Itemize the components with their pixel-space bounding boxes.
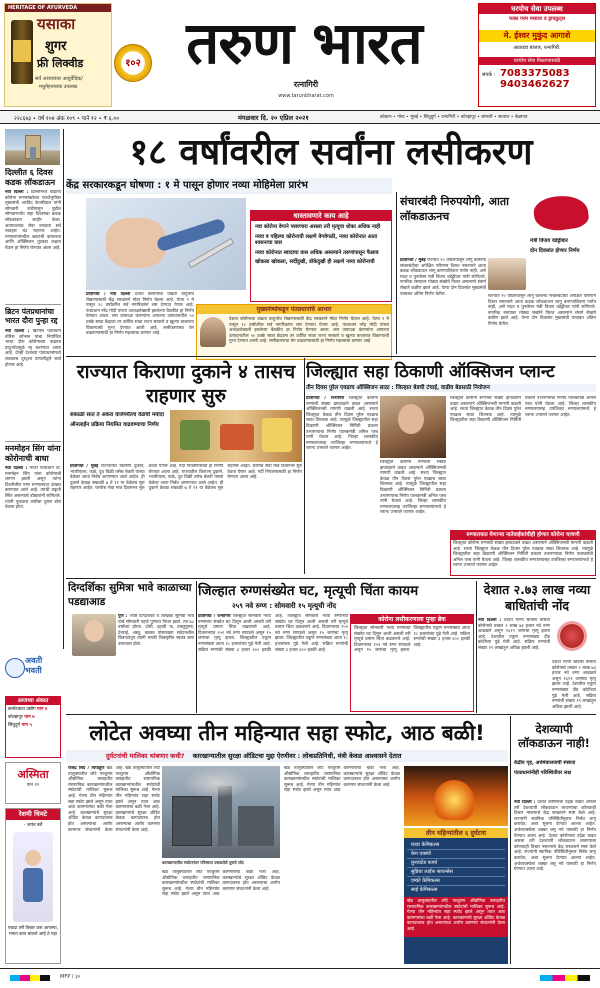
lote-text: खेड तालुक्यातील लोटे परशुराम औद्योगिक वसाहतीत रासायनिक कारखान्यांमधील स्फोटांची मालिका सुरूच आहे. गेल्या तीन महिन्यांत सहा स्फोट झाले असून त्यात आठ कामगारांचा बळी गेला आहे. कारखान्यांचे सुरक्षा ऑडिट केवळ कागदावरच होत असल्याचा आरोप कामगार संघटनांनी केला आहे. [68,766,124,833]
dateline-bar [0,110,600,124]
ad-service: घरपोच सेवा मिळण्यासाठी [479,57,595,65]
color-registration-right [540,975,590,981]
shops-body [70,464,302,576]
death-subhead: २५९ नवे रुग्ण : सोमवारी १५ मृत्यूची नोंद [232,602,337,610]
sumitra-headline: दिग्दर्शिका सुमित्रा भावे काळाच्या पडद्याआड [68,582,192,608]
sumitra-photo [72,614,116,656]
delhi-body [5,190,61,302]
concern-box-title: धास्तावणारे काय आहे [251,211,391,221]
lead-headline: १८ वर्षांवरील सर्वांना लसीकरण [129,132,533,173]
aajach-item-2[interactable] [8,715,58,721]
sumitra-text: ज्येष्ठ दिग्दर्शिका व लेखिका सुमित्रा भावे यांचे सोमवारी पहाटे पुण्यात निधन झाले. त्या ७८ वर्षांच्या होत्या. दोघी, दहावी फ, वास्तुपुरुष, देवराई, अस्तु, कासव यांसारख्या संवेदनशील चित्रपटांतून त्यांनी मराठी चित्रसृष्टीत स्वतंत्र ठसा उमटवला होता. [118,614,194,647]
desh-text-continued: देशात कोरोनाचा उद्रेक वाढत असला तरी देशव्यापी लॉकडाऊन लावण्याचा कोणताही विचार नसल्याचे केंद्र सरकारने स्पष्ट केले आहे. राज्यांनी स्थानिक परिस्थितीनुसार निर्बंध लागू करावेत, अशा सूचना देण्यात आल्या आहेत. अर्थव्यवस्थेला धक्का बसू नये यासाठी हा निर्णय घेण्यात आला आहे. [514,833,596,873]
accidents-title: तीन महिन्यांतील ६ दुर्घटना [404,828,508,838]
reshi-text: एकदा तरी विचार करा आपल्या, मनात काय चालले आहे ते पहा [8,926,58,937]
oxygen-body-left [306,396,378,576]
oxygen-body-mid: जिल्ह्यात कोरोना रुग्णांची संख्या झपाट्याने वाढत असल्याने ऑक्सिजनची मागणी वाढली आहे. सध्या जिल्ह्यात केवळ तीन दिवस पुरेल एवढाच साठा शिल्लक आहे. त्यामुळे जिल्ह्यातील सहा ठिकाणी ऑक्सिजन निर्मिती प्रकल्प उभारण्याचा निर्णय पालकमंत्री अनिल परब यांनी घेतला आहे. जिल्हा शासकीय रुग्णालयासह उपजिल्हा रुग्णालयांमध्ये हे प्लान्ट उभारले जाणार आहेत. [380,460,446,516]
website: www.tarunbharat.com [278,93,334,99]
manmohan-body [5,466,61,646]
pm-caption-text: देशात कोरोनाचा वाढता प्रादुर्भाव रोखण्यासाठी केंद्र सरकारने मोठा निर्णय घेतला आहे. येत्या १ मे पासून १८ वर्षांवरील सर्व नागरिकांना लस देण्यात येणार आहे. पंतप्रधान नरेंद्र मोदी यांच्या अध्यक्षतेखाली झालेल्या बैठकीत हा निर्णय घेण्यात आला. लस उत्पादक कंपन्यांना आपल्या उत्पादनातील ५० टक्के साठा केंद्राला तर उर्वरित साठा राज्य सरकारे व खुल्या बाजारात विकण्याची मुभा देण्यात आली आहे. लसीकरणाचा वेग वाढवण्यासाठी हा निर्णय महत्त्वाचा ठरणार आहे. [229,317,389,345]
britain-body [5,329,61,439]
edition-city: रत्नागिरी [293,80,319,89]
india-gate-photo [5,129,60,165]
death-headline: जिल्हात रुग्णसंख्येत घट, मृत्यूची चिंता कायम [198,583,419,599]
asmita-box [5,762,61,804]
sumitra-byline: पुणे : [118,614,128,619]
desh-byline: नवी दिल्ली : [514,800,536,805]
ad-header: घरपोच सेवा उपलब्ध [479,4,595,14]
ad-line3: सर्व आजारांवर आयुर्वेदिक/ [35,76,83,82]
desh-text: देशात कोरोनाचा उद्रेक वाढत असला तरी देशव्यापी लॉकडाऊन लावण्याचा कोणताही विचार नसल्याचे केंद्र सरकारने स्पष्ट केले आहे. राज्यांनी स्थानिक परिस्थितीनुसार निर्बंध लागू करावेत, अशा सूचना देण्यात आल्या आहेत. अर्थव्यवस्थेला धक्का बसू नये यासाठी हा निर्णय घेण्यात आला आहे. [514,800,596,839]
desh-bullet-1: केंद्रीय गृह, अर्थमंत्रालयाची स्पष्टता [514,760,576,766]
accident-4: सुप्रिया लाईफ सायन्सेस [407,868,505,877]
anniversary-emblem [114,44,152,82]
oxygen-test-box [450,530,596,576]
accident-3: युनायटेड फार्मा [407,859,505,868]
desh-bullets [514,760,596,779]
ad-heritage: HERITAGE OF AYURVEDA [5,4,111,12]
left-ad [4,3,112,107]
curfew-body [400,258,486,354]
accident-2: केम एक्स्पो [407,850,505,859]
aajach-title: आजच्या अंकात [6,697,60,705]
oxygen-subhead: तीन दिवस पुरेल एवढाच ऑक्सिजन साठा : जिल्हात बेडची टंचाई, वाढीव बेडसाठी नियोजन [306,384,596,392]
ad-address: आठवडा बाजार, रत्नागिरी. [513,45,561,51]
lead-body-left [86,292,194,348]
reshi-chimte [5,808,61,964]
britain-byline: नवी दिल्ली : [5,329,30,334]
death-body [198,614,348,712]
curfew-headline: संचारबंदी निरुपयोगी, आता लॉकडाऊनच [400,195,509,223]
curfew-bullet-2: दोन दिवसांत होणार निर्णय [530,247,580,254]
lote-headline: लोटेत अवघ्या तीन महिन्यात सहा स्फोट, आठ बळी! [89,721,485,745]
lote-subhead-2: कारखान्यातील सुरक्षा ऑडिटचा मुद्दा ऐरणीवर : लोकप्रतिनिधी, मंत्री केवळ आश्वासने देतात [192,752,402,760]
issue-info: २२८६७३ • वर्ष १०४ अंक १०९ • पाने १२ • ₹ ६.०० [14,116,120,122]
pm-caption-box [196,304,392,360]
sumitra-body [118,614,194,712]
cm-photo [200,317,226,347]
lote-byline: राजेंद्र शिंदे / चिपळूण [68,766,105,771]
death-text-continued: जिल्ह्यात सोमवारी नव्या रुग्णांच्या संख्येत घट दिसून आली असली तरी मृत्यूचे प्रमाण चिंता वाढवणारे आहे. दिवसभरात २५९ नवे रुग्ण सापडले असून १५ जणांचा मृत्यू झाला. जिल्ह्यातील एकूण रुग्णसंख्या आता १८ हजारांच्या पुढे गेली आहे. सक्रिय रुग्णांची संख्या ३ हजार ४०० इतकी आहे. [275,614,348,653]
aajach-item-3-page: पान ५ [21,723,32,728]
delhi-byline: नवी दिल्ली : [5,190,29,195]
avarti-bhavti [5,652,61,692]
india-body [478,618,550,712]
wadettiwar-photo [488,258,526,290]
curfew-body-2: राज्यात २० एप्रिलपासून लागू केलेल्या संचारबंदीचा अपेक्षित परिणाम दिसत नसल्याने आता कडक लॉकडाऊन लागू करण्याशिवाय पर्याय नाही, असे मदत व पुनर्वसन मंत्री विजय वडेट्टीवार यांनी सांगितले. नागरिक रस्त्यावर मोठ्या संख्येने फिरत असल्याने संसर्ग रोखणे कठीण झाले आहे. येत्या दोन दिवसांत मुख्यमंत्री याबाबत अंतिम निर्णय घेतील. [488,294,596,327]
ad-brand: यसाका [37,15,76,33]
ad-phone2: 9403462627 [500,79,570,90]
ad-sub: फक्त गरम मसाला व ड्रायफ्रुट्स [509,16,565,22]
fire-photo [404,766,508,826]
asmita-page: पान ११ [26,783,40,788]
aajach-item-1-page: पान ४ [37,707,48,712]
shops-headline: राज्यात किराणा दुकाने ४ तासच राहणार सुरु [76,361,296,407]
india-body-2: देशात गेल्या चोवीस तासांत कोरोनाचे तब्बल २ लाख ७३ हजार नवे रुग्ण आढळले असून १६१९ जणांचा मृत्यू झाला आहे. देशातील एकूण रुग्णसंख्या दीड कोटींच्या पुढे गेली आहे. सक्रिय रुग्णांची संख्या १९ लाखांहून अधिक झाली आहे. [552,660,596,710]
curfew-bullet-1: मंत्री विजय वडेट्टीवार [530,238,568,244]
factory-photo-caption: कारखान्यातील स्फोटानंतर परिसरात उसळलेले धुराचे लोट [162,860,244,865]
maharashtra-map [528,190,594,234]
anniversary-number: १०२ [125,58,141,69]
accidents-note: खेड तालुक्यातील लोटे परशुराम औद्योगिक वसाहतीत रासायनिक कारखान्यांमधील स्फोटांची मालिका सुरूच आहे. गेल्या तीन महिन्यांत सहा स्फोट झाले असून त्यात आठ कामगारांचा बळी गेला आहे. कारखान्यांचे सुरक्षा ऑडिट केवळ कागदावरच होत असल्याचा आरोप कामगार संघटनांनी केला आहे. [404,897,508,937]
aajach-item-1[interactable] [8,707,58,713]
newspaper-title: तरुण भारत [186,9,422,77]
footer-bar [0,968,600,988]
concern-bullet-3: नव्या कोरोनात स्वादाचा वास अधिक असल्याने तरुणांपासून फैलाव [255,249,379,256]
desh-headline: देशव्यापी लॉकडाऊन नाही! [518,722,590,750]
grocery-photo [170,410,302,462]
virus-graphic [552,616,592,656]
lead-text: देशात कोरोनाचा वाढता प्रादुर्भाव रोखण्यासाठी केंद्र सरकारने मोठा निर्णय घेतला आहे. येत्या १ मे पासून १८ वर्षांवरील सर्व नागरिकांना लस देण्यात येणार आहे. पंतप्रधान नरेंद्र मोदी यांच्या अध्यक्षतेखाली झालेल्या बैठकीत हा निर्णय घेण्यात आला. लस उत्पादक कंपन्यांना आपल्या उत्पादनातील ५० टक्के साठा केंद्राला तर उर्वरित साठा राज्य सरकारे व खुल्या बाजारात विकण्याची मुभा देण्यात आली आहे. लसीकरणाचा वेग वाढवण्यासाठी हा निर्णय महत्त्वाचा ठरणार आहे. [86,292,194,337]
lead-byline: प्रतिनिधी / नवी दिल्ली [86,292,131,297]
manmohan-headline: मनमोहन सिंग यांना कोरोनाची बाधा [5,444,61,463]
reshi-cartoon [13,832,53,922]
oxygen-headline: जिल्ह्यात सहा ठिकाणी ऑक्सिजन प्लान्ट [306,362,555,382]
ad-line1: शुगर [45,39,67,54]
lote-subhead [66,750,508,762]
accident-5: एम्को केमिकल्स [407,877,505,886]
aajach-item-2-page: पान ७ [24,715,35,720]
lead-subhead: केंद्र सरकारकडून घोषणा : १ मे पासून होणार नव्या मोहिमेला प्रारंभ [66,178,392,194]
india-byline: नवी दिल्ली : [478,618,502,623]
concern-bullet-2: नव्या व पहिल्या कोरोनाची लक्षणे वेगवेगळी, नव्या कोरोनात आता श्वसनाचा त्रास [255,233,378,246]
oxygen-box-title: रुग्णालयात येणाऱ्या नातेवाईकांचीही होणार कोरोना चाचणी [451,531,595,540]
concern-box [250,210,392,302]
pm-caption-title: मुख्यमंत्र्यांकडून पंतप्रधानांचे आभार [197,305,391,314]
britain-text: ब्रिटनचे पंतप्रधान बोरिस जॉन्सन यांचा नियोजित भारत दौरा कोरोनाच्या वाढत्या प्रादुर्भावामुळे रद्द करण्यात आला आहे. दोन्ही देशांच्या पंतप्रधानांमध्ये लवकरच दूरदृश्य प्रणालीद्वारे चर्चा होणार आहे. [5,329,61,368]
ad-line2: फ्री लिक्वीड [37,57,84,70]
ad-phone1: 7083375083 [500,68,570,79]
curfew-byline: प्रतिनिधी / मुंबई [400,258,426,263]
curfew-bullets [530,238,596,257]
accident-6: साई केमिकल्स [411,887,438,893]
curfew-text: राज्यात २० एप्रिलपासून लागू केलेल्या संचारबंदीचा अपेक्षित परिणाम दिसत नसल्याने आता कडक लॉकडाऊन लागू करण्याशिवाय पर्याय नाही, असे मदत व पुनर्वसन मंत्री विजय वडेट्टीवार यांनी सांगितले. नागरिक रस्त्यावर मोठ्या संख्येने फिरत असल्याने संसर्ग रोखणे कठीण झाले आहे. येत्या दोन दिवसांत मुख्यमंत्री याबाबत अंतिम निर्णय घेतील. [400,258,486,297]
concern-bullet-4: खोकला खोकला, सर्दीदुखी, डोकेदुखी ही लक्षणे नव्या कोरोनाची [255,259,375,265]
delhi-text: दिल्लीमध्ये वाढत्या कोरोना रुग्णसंख्येच्या पार्श्वभूमीवर मुख्यमंत्री अरविंद केजरीवाल यांनी सोमवारी रात्रीपासून पुढील सोमवारपर्यंत सहा दिवसांचा कडक लॉकडाऊन जाहीर केला. अत्यावश्यक सेवा वगळता सर्व व्यवहार बंद राहणार आहेत. रुग्णालयांमधील खाटांची कमतरता आणि ऑक्सिजन तुटवडा लक्षात घेऊन हा निर्णय घेण्यात आला आहे. [5,190,61,251]
oxygen-body-right: जिल्ह्यात कोरोना रुग्णांची संख्या झपाट्याने वाढत असल्याने ऑक्सिजनची मागणी वाढली आहे. सध्या जिल्ह्यात केवळ तीन दिवस पुरेल एवढाच साठा शिल्लक आहे. त्यामुळे जिल्ह्यातील सहा ठिकाणी ऑक्सिजन निर्मिती प्रकल्प उभारण्याचा निर्णय पालकमंत्री अनिल परब यांनी घेतला आहे. जिल्हा शासकीय रुग्णालयासह उपजिल्हा रुग्णालयांमध्ये हे प्लान्ट उभारले जाणार आहेत. [450,396,596,424]
accidents-box [404,828,508,964]
aajach-item-2-title: कोल्हापूर [8,715,23,720]
manmohan-text: माजी पंतप्रधान डॉ. मनमोहन सिंग यांना कोरोनाची लागण झाली असून त्यांना दिल्लीतील एम्स रुग्णालयात दाखल करण्यात आले आहे. त्यांची प्रकृती स्थिर असल्याचे डॉक्टरांनी सांगितले. त्यांनी नुकताच लसीचा दुसरा डोस घेतला होता. [5,466,61,511]
aajach-item-3[interactable] [8,723,58,729]
edition-places: कोकण • गोवा • मुंबई • सिंधुदुर्ग • रत्नागिरी • कोल्हापूर • सांगली • सातारा • बेळगाव [380,115,528,120]
minister-photo [380,396,446,458]
oxygen-text: जिल्ह्यात कोरोना रुग्णांची संख्या झपाट्याने वाढत असल्याने ऑक्सिजनची मागणी वाढली आहे. सध्या जिल्ह्यात केवळ तीन दिवस पुरेल एवढाच साठा शिल्लक आहे. त्यामुळे जिल्ह्यातील सहा ठिकाणी ऑक्सिजन निर्मिती प्रकल्प उभारण्याचा निर्णय पालकमंत्री अनिल परब यांनी घेतला आहे. जिल्हा शासकीय रुग्णालयासह उपजिल्हा रुग्णालयांमध्ये हे प्लान्ट उभारले जाणार आहेत. [306,396,378,452]
manmohan-byline: नवी दिल्ली : [5,466,28,471]
desh-body [514,800,596,964]
ad-line4: मधुमेहनाशक उपलब्ध [39,84,78,90]
vaccine-break-box [350,614,474,712]
ad-shop-name: मे. ईश्वर मुकुंद आगाशे [479,30,595,42]
shops-bullets [70,412,166,432]
asmita-logo: अस्मिता [17,768,49,781]
oxygen-box-text: जिल्ह्यात कोरोना रुग्णांची संख्या झपाट्याने वाढत असल्याने ऑक्सिजनची मागणी वाढली आहे. सध्या जिल्ह्यात केवळ तीन दिवस पुरेल एवढाच साठा शिल्लक आहे. त्यामुळे जिल्ह्यातील सहा ठिकाणी ऑक्सिजन निर्मिती प्रकल्प उभारण्याचा निर्णय पालकमंत्री अनिल परब यांनी घेतला आहे. जिल्हा शासकीय रुग्णालयासह उपजिल्हा रुग्णालयांमध्ये हे प्लान्ट उभारले जाणार आहेत. [453,541,593,569]
lote-text-continued: खेड तालुक्यातील लोटे परशुराम औद्योगिक वसाहतीत रासायनिक कारखान्यांमधील स्फोटांची मालिका सुरूच आहे. गेल्या तीन महिन्यांत सहा स्फोट झाले असून त्यात आठ कामगारांचा बळी गेला आहे. कारखान्यांचे सुरक्षा ऑडिट केवळ कागदावरच होत असल्याचा आरोप कामगार संघटनांनी केला आहे. [115,766,160,833]
aajach-item-3-title: सिंधुदुर्ग [8,723,21,728]
shops-text: राज्यातील किराणा दुकाने, भाजीपाला, फळे, दूध विक्री तसेच बेकरी यांच्या वेळेवर आता निर्बंध आणण्यात आले आहेत. ही दुकाने केवळ सकाळी ७ ते ११ या वेळेतच सुरु राहणार आहेत. घरपोच सेवा मात्र दिवसभर सुरु ठेवता येणार आहे. गर्दी नियंत्रणासाठी हा निर्णय घेण्यात आला आहे. [70,464,224,492]
lote-body-mid2: खेड तालुक्यातील लोटे परशुराम औद्योगिक वसाहतीत रासायनिक कारखान्यांमधील स्फोटांची मालिका सुरूच आहे. गेल्या तीन महिन्यांत सहा स्फोट झाले असून त्यात आठ कामगारांचा बळी गेला आहे. कारखान्यांचे सुरक्षा ऑडिट केवळ कागदावरच होत असल्याचा आरोप कामगार संघटनांनी केला आहे. [284,766,400,794]
india-headline: देशात २.७३ लाख नव्या बाधितांची नोंद [483,582,591,613]
shops-byline: प्रतिनिधी / मुंबई [70,464,99,469]
aajach-box [5,696,61,758]
shops-text-continued: राज्यातील किराणा दुकाने, भाजीपाला, फळे, दूध विक्री तसेच बेकरी यांच्या वेळेवर आता निर्बंध आणण्यात आले आहेत. ही दुकाने केवळ सकाळी ७ ते ११ या वेळेतच सुरु राहणार आहेत. घरपोच सेवा मात्र दिवसभर सुरु ठेवता येणार आहे. गर्दी नियंत्रणासाठी हा निर्णय घेण्यात आला आहे. [148,464,302,492]
ad-bottle-image [11,20,33,84]
footer-code: MFP / ३० [60,974,81,980]
vaccine-break-title: कोरोना लसीकरणाला पुन्हा ब्रेक [351,615,473,624]
vaccine-photo [86,198,246,290]
reshi-author: - जयंत बर्वे [23,823,43,828]
issue-date: मंगळवार दि. २० एप्रिल २०२१ [238,114,309,122]
lote-subhead-red: दुर्घटनांची मालिका थांबणार कधी? [106,752,185,760]
britain-headline: ब्रिटन पंतप्रधानांचा भारत दौरा पुन्हा रद्द [5,307,58,325]
shops-bullet-1: सकाळी सात ते अकरा वाजेपर्यंतच वेळेची मर्यादा [70,412,164,418]
shops-bullet-2: ऑनलाईन प्रक्रिया नियमित वाढवण्याचा निर्णय [70,421,159,428]
avarti-bhavti-logo: अवती भवती [25,656,43,675]
aajach-item-1-title: कर्नाटकात उद्योग [8,707,36,712]
color-registration-left [10,975,50,981]
right-ad [478,3,596,107]
lote-body-mid: खेड तालुक्यातील लोटे परशुराम औद्योगिक वसाहतीत रासायनिक कारखान्यांमधील स्फोटांची मालिका सुरूच आहे. गेल्या तीन महिन्यांत सहा स्फोट झाले असून त्यात आठ कामगारांचा बळी गेला आहे. कारखान्यांचे सुरक्षा ऑडिट केवळ कागदावरच होत असल्याचा आरोप कामगार संघटनांनी केला आहे. [162,870,280,898]
factory-photo [162,766,280,858]
accident-1: घरडा केमिकल्स [407,841,505,850]
vaccine-break-text: जिल्ह्यात सोमवारी नव्या रुग्णांच्या संख्येत घट दिसून आली असली तरी मृत्यूचे प्रमाण चिंता वाढवणारे आहे. दिवसभरात २५९ नवे रुग्ण सापडले असून १५ जणांचा मृत्यू झाला. जिल्ह्यातील एकूण रुग्णसंख्या आता १८ हजारांच्या पुढे गेली आहे. सक्रिय रुग्णांची संख्या ३ हजार ४०० इतकी आहे. [354,626,470,654]
death-text: जिल्ह्यात सोमवारी नव्या रुग्णांच्या संख्येत घट दिसून आली असली तरी मृत्यूचे प्रमाण चिंता वाढवणारे आहे. दिवसभरात २५९ नवे रुग्ण सापडले असून १५ जणांचा मृत्यू झाला. जिल्ह्यातील एकूण रुग्णसंख्या आता १८ हजारांच्या पुढे गेली आहे. सक्रिय रुग्णांची संख्या ३ हजार ४०० इतकी आहे. [198,614,284,653]
lote-body-left [68,766,160,964]
oxygen-byline: प्रतिनिधी / रत्नागिरी [306,396,345,401]
death-byline: प्रतिनिधी / रत्नागिरी [198,614,231,619]
ad-phone-label: संपर्क : [482,72,496,78]
concern-bullet-1: नवा कोरोना वेगाने पसरणारा असला तरी मृत्यूचा धोका अधिक नाही [255,224,381,230]
reshi-title: रेशमी चिमटे [6,809,60,820]
delhi-headline: दिल्लीत ६ दिवस कडक लॉकडाऊन [5,168,56,187]
desh-bullet-2: पंतप्रधानांनीही परिस्थितीवर लक्ष [514,769,571,776]
india-text: देशात गेल्या चोवीस तासांत कोरोनाचे तब्बल २ लाख ७३ हजार नवे रुग्ण आढळले असून १६१९ जणांचा मृत्यू झाला आहे. देशातील एकूण रुग्णसंख्या दीड कोटींच्या पुढे गेली आहे. सक्रिय रुग्णांची संख्या १९ लाखांहून अधिक झाली आहे. [478,618,550,651]
